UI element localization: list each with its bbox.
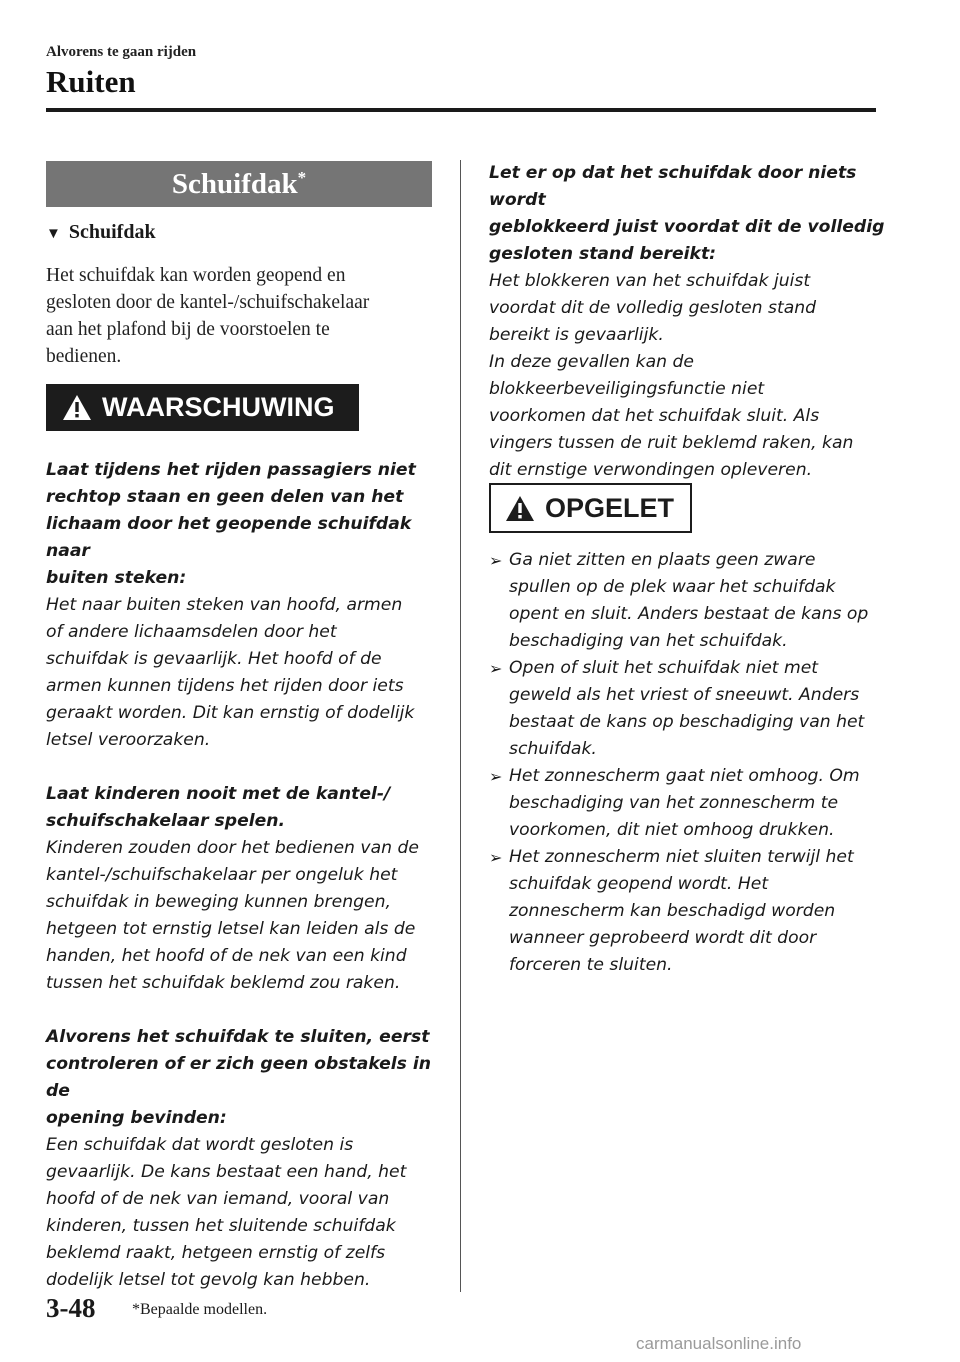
warning-text-line: hoofd of de nek van iemand, vooral van bbox=[46, 1189, 390, 1209]
warning-heading-line: gesloten stand bereikt: bbox=[489, 244, 717, 264]
warning-block bbox=[46, 457, 446, 754]
header-rule bbox=[46, 108, 876, 112]
arrow-bullet-icon: ➢ bbox=[489, 551, 503, 570]
caution-label-box bbox=[489, 483, 692, 533]
page-number: 3-48 bbox=[46, 1293, 96, 1323]
footnote: *Bepaalde modellen. bbox=[132, 1301, 268, 1318]
chapter-title: Alvorens te gaan rijden bbox=[46, 44, 197, 60]
warning-text-line: voordat dit de volledig gesloten stand bbox=[489, 298, 817, 318]
warning-heading-line: opening bevinden: bbox=[46, 1108, 227, 1128]
warning-text-line: Het blokkeren van het schuifdak juist bbox=[489, 271, 811, 291]
arrow-bullet-icon: ➢ bbox=[489, 767, 503, 786]
warning-heading-line: Laat tijdens het rijden passagiers niet bbox=[46, 460, 416, 480]
caution-line: geweld als het vriest of sneeuwt. Anders bbox=[509, 685, 860, 705]
caution-line: schuifdak geopend wordt. Het bbox=[509, 874, 769, 894]
warning-text-line: dit ernstige verwondingen opleveren. bbox=[489, 460, 813, 480]
warning-heading-line: buiten steken: bbox=[46, 568, 187, 588]
triangle-down-icon: ▼ bbox=[46, 226, 61, 242]
caution-line: opent en sluit. Anders bestaat de kans op bbox=[509, 604, 869, 624]
arrow-bullet-icon: ➢ bbox=[489, 659, 503, 678]
caution-line: bestaat de kans op beschadiging van het bbox=[509, 712, 865, 732]
warning-text-line: vingers tussen de ruit beklemd raken, kan bbox=[489, 433, 854, 453]
intro-line: bedienen. bbox=[46, 346, 122, 367]
caution-line: Het zonnescherm niet sluiten terwijl het bbox=[509, 847, 854, 867]
warning-block bbox=[46, 1024, 446, 1294]
warning-heading-line: Laat kinderen nooit met de kantel-/ bbox=[46, 784, 391, 804]
warning-block bbox=[46, 781, 446, 997]
intro-line: gesloten door de kantel-/schuifschakelaar bbox=[46, 292, 370, 313]
caution-line: forceren te sluiten. bbox=[509, 955, 673, 975]
caution-item bbox=[489, 655, 889, 763]
warning-text-line: tussen het schuifdak beklemd zou raken. bbox=[46, 973, 401, 993]
warning-block bbox=[489, 160, 889, 484]
intro-line: aan het plafond bij de voorstoelen te bbox=[46, 319, 330, 340]
warning-text-line: dodelijk letsel tot gevolg kan hebben. bbox=[46, 1270, 371, 1290]
caution-line: Open of sluit het schuifdak niet met bbox=[509, 658, 819, 678]
caution-item bbox=[489, 763, 889, 844]
caution-line: voorkomen, dit niet omhoog drukken. bbox=[509, 820, 835, 840]
caution-line: Het zonnescherm gaat niet omhoog. Om bbox=[509, 766, 860, 786]
caution-line: zonnescherm kan beschadigd worden bbox=[509, 901, 836, 921]
arrow-bullet-icon: ➢ bbox=[489, 848, 503, 867]
section-asterisk: * bbox=[297, 168, 307, 187]
warning-content-right bbox=[489, 160, 889, 511]
warning-text-line: voorkomen dat het schuifdak sluit. Als bbox=[489, 406, 820, 426]
warning-content-left bbox=[46, 457, 446, 1321]
warning-label-box bbox=[46, 384, 359, 431]
caution-triangle-icon bbox=[505, 495, 535, 522]
warning-label: WAARSCHUWING bbox=[102, 392, 335, 422]
warning-text-line: bereikt is gevaarlijk. bbox=[489, 325, 664, 345]
caution-line: spullen op de plek waar het schuifdak bbox=[509, 577, 836, 597]
warning-triangle-icon bbox=[62, 394, 92, 421]
caution-line: beschadiging van het schuifdak. bbox=[509, 631, 788, 651]
warning-text-line: blokkeerbeveiligingsfunctie niet bbox=[489, 379, 765, 399]
section-title-bar bbox=[46, 161, 432, 207]
warning-text-line: schuifdak in beweging kunnen brengen, bbox=[46, 892, 391, 912]
warning-heading-line: lichaam door het geopende schuifdak naar bbox=[46, 514, 412, 561]
warning-text-line: schuifdak is gevaarlijk. Het hoofd of de bbox=[46, 649, 382, 669]
warning-heading-line: schuifschakelaar spelen. bbox=[46, 811, 286, 831]
caution-label: OPGELET bbox=[545, 492, 675, 523]
warning-text-line: Het naar buiten steken van hoofd, armen bbox=[46, 595, 403, 615]
warning-text-line: kinderen, tussen het sluitende schuifdak bbox=[46, 1216, 396, 1236]
warning-heading-line: Alvorens het schuifdak te sluiten, eerst bbox=[46, 1027, 430, 1047]
column-divider bbox=[460, 160, 461, 1292]
caution-list bbox=[489, 547, 889, 979]
caution-item bbox=[489, 547, 889, 655]
warning-text-line: Een schuifdak dat wordt gesloten is bbox=[46, 1135, 354, 1155]
caution-line: wanneer geprobeerd wordt dit door bbox=[509, 928, 817, 948]
warning-text-line: handen, het hoofd of de nek van een kind bbox=[46, 946, 407, 966]
warning-text-line: geraakt worden. Dit kan ernstig of dodelijk bbox=[46, 703, 415, 723]
caution-line: Ga niet zitten en plaats geen zware bbox=[509, 550, 816, 570]
warning-heading-line: controleren of er zich geen obstakels in de bbox=[46, 1054, 432, 1101]
warning-text-line: kantel-/schuifschakelaar per ongeluk het bbox=[46, 865, 398, 885]
warning-heading-line: geblokkeerd juist voordat dit de volledig bbox=[489, 217, 885, 237]
warning-text-line: beklemd raakt, hetgeen ernstig of zelfs bbox=[46, 1243, 386, 1263]
page-title: Ruiten bbox=[46, 64, 136, 99]
intro-paragraph bbox=[46, 262, 436, 370]
warning-text-line: of andere lichaamsdelen door het bbox=[46, 622, 337, 642]
warning-text-line: gevaarlijk. De kans bestaat een hand, het bbox=[46, 1162, 407, 1182]
warning-text-line: armen kunnen tijdens het rijden door iets bbox=[46, 676, 404, 696]
watermark: carmanualsonline.info bbox=[636, 1334, 802, 1353]
warning-text-line: In deze gevallen kan de bbox=[489, 352, 694, 372]
intro-line: Het schuifdak kan worden geopend en bbox=[46, 265, 346, 286]
caution-item bbox=[489, 844, 889, 979]
subheading-text: Schuifdak bbox=[68, 221, 156, 243]
warning-text-line: Kinderen zouden door het bedienen van de bbox=[46, 838, 419, 858]
warning-text-line: hetgeen tot ernstig letsel kan leiden als de bbox=[46, 919, 416, 939]
caution-line: schuifdak. bbox=[509, 739, 597, 759]
warning-heading-line: rechtop staan en geen delen van het bbox=[46, 487, 404, 507]
section-title: Schuifdak bbox=[171, 168, 298, 200]
warning-text-line: letsel veroorzaken. bbox=[46, 730, 211, 750]
warning-heading-line: Let er op dat het schuifdak door niets wordt bbox=[489, 163, 857, 210]
subheading bbox=[46, 221, 156, 244]
caution-line: beschadiging van het zonnescherm te bbox=[509, 793, 839, 813]
